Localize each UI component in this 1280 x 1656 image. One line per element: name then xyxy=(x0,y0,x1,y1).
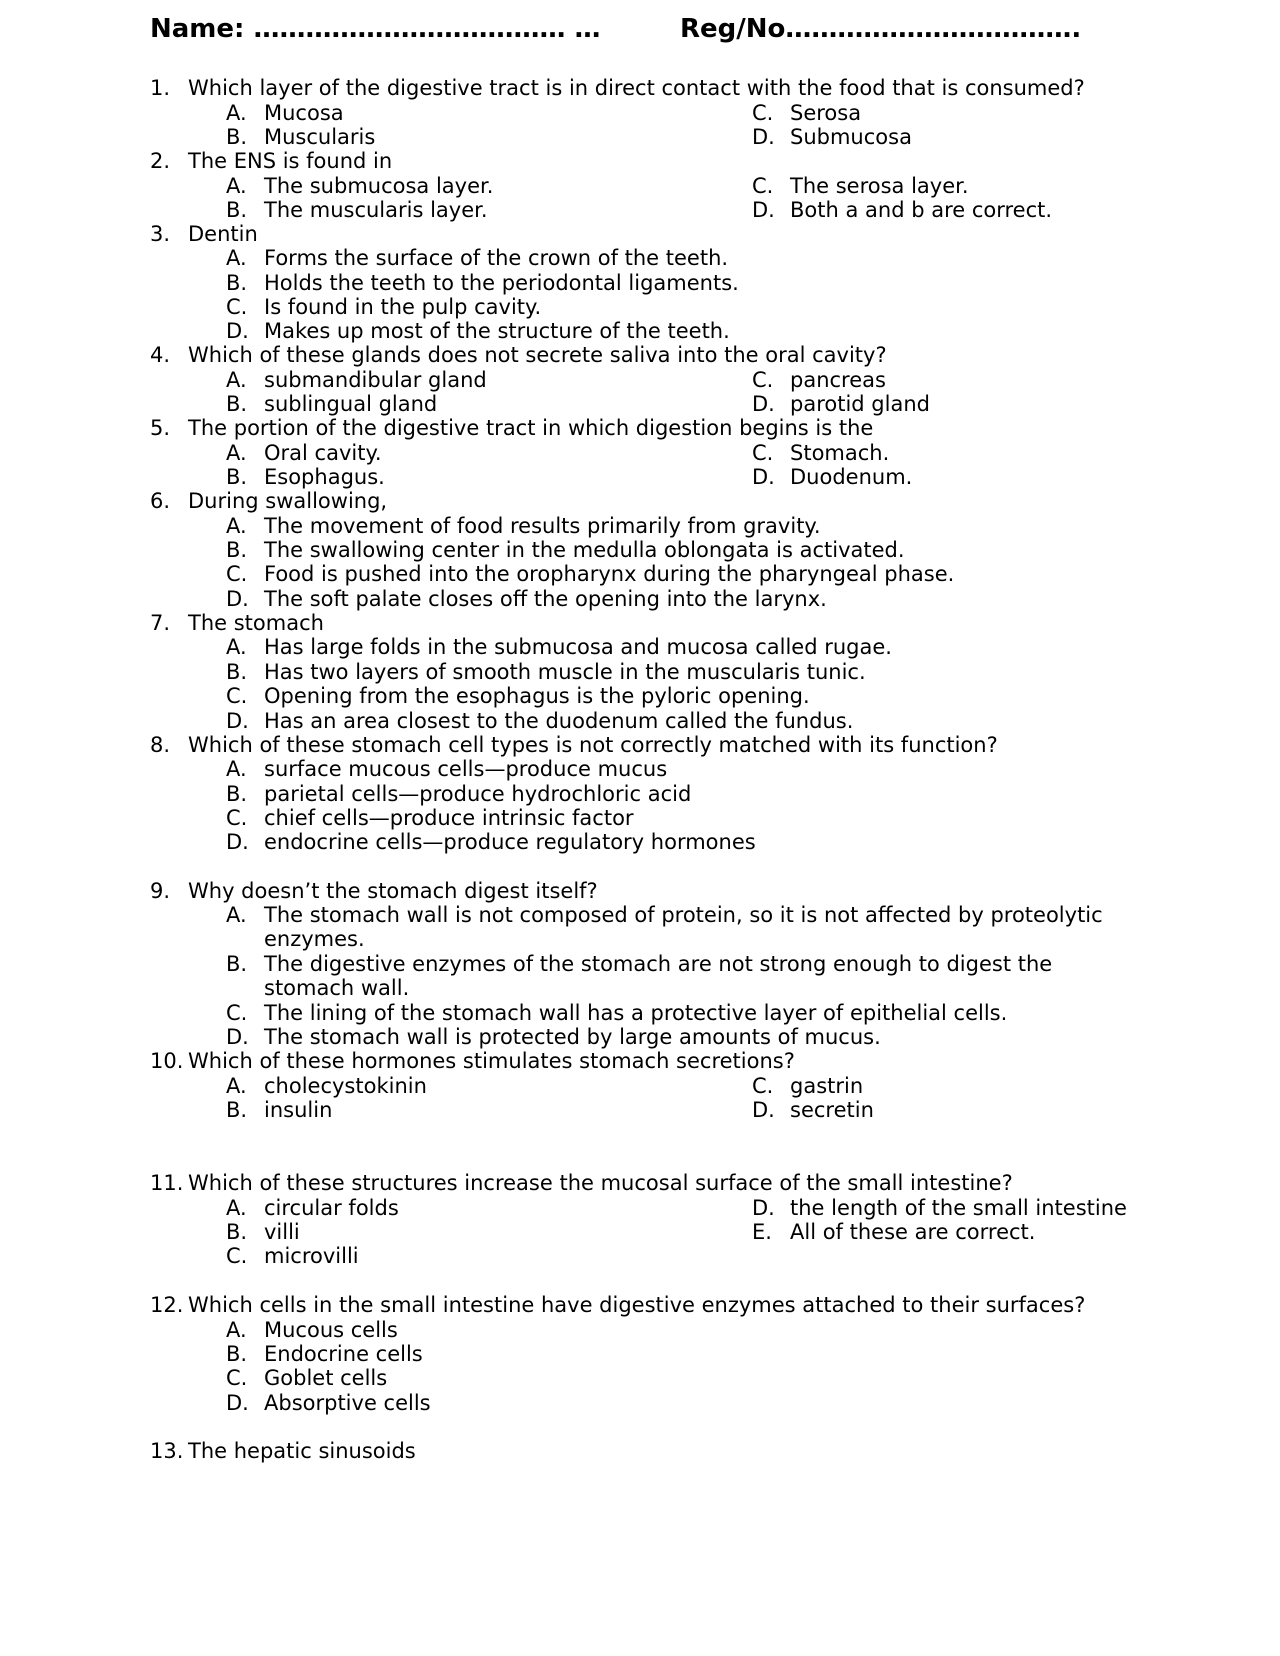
question-number: 2. xyxy=(150,149,171,173)
question-text: The ENS is found in xyxy=(188,149,393,173)
question-number: 4. xyxy=(150,343,171,367)
question-text: Which of these stomach cell types is not correctly matched with its function? xyxy=(188,733,998,757)
question-number: 3. xyxy=(150,222,171,246)
question-number: 13. xyxy=(150,1439,184,1463)
reg-no-field-label: Reg/No……………………………. xyxy=(680,14,1082,44)
name-field-label: Name: ……………………………… … xyxy=(150,14,601,44)
question-number: 11. xyxy=(150,1171,184,1195)
question-text: The hepatic sinusoids xyxy=(188,1439,416,1463)
question-text: Which cells in the small intestine have digestive enzymes attached to their surfaces? xyxy=(188,1293,1086,1317)
question-text: Which of these structures increase the mucosal surface of the small intestine? xyxy=(188,1171,1013,1195)
question-number: 9. xyxy=(150,879,171,903)
question-text: Which of these glands does not secrete saliva into the oral cavity? xyxy=(188,343,887,367)
question-number: 1. xyxy=(150,76,171,100)
question-text: Which layer of the digestive tract is in direct contact with the food that is consumed? xyxy=(188,76,1085,100)
exam-header xyxy=(150,14,1150,54)
question-number: 8. xyxy=(150,733,171,757)
question-text: The stomach xyxy=(188,611,324,635)
question-number: 10. xyxy=(150,1049,184,1073)
question-text: Which of these hormones stimulates stomach secretions? xyxy=(188,1049,795,1073)
exam-page: Name: ……………………………… … Reg/No……………………………. 1. Which layer of the digestive tract is in direct contact with the food that is consumed? A. Mucosa B. Muscularis C. Serosa D. Submucosa 2. The ENS is found in A. The submucosa layer. B. The muscularis layer. C. The serosa layer. D. Both a and b are correct. 3. Dentin A. Forms the surface of the crown of the teeth. B. Holds the teeth to the periodontal ligaments. C. Is found in the pulp cavity. D. Makes up most of the structure of the teeth. 4. Which of these glands does not secrete saliva into the oral cavity? A. submandibular gland B. sublingual gland C. pancreas D. parotid gland 5. The portion of the digestive tract in which digestion begins is the A. Oral cavity. B. Esophagus. C. Stomach. D. Duodenum. 6. During swallowing, A. The movement of food results primarily from gravity. B. The swallowing center in the medulla oblongata is activated. C. Food is pushed into the oropharynx during the pharyngeal phase. D. The soft palate closes off the opening into the larynx. 7. The stomach A. Has large folds in the submucosa and mucosa called rugae. B. Has two layers of smooth muscle in the muscularis tunic. C. Opening from the esophagus is the pyloric opening. D. Has an area closest to the duodenum called the fundus. 8. Which of these stomach cell types is not correctly matched with its function? A. surface mucous cells—produce mucus B. parietal cells—produce hydrochloric acid C. chief cells—produce intrinsic factor D. endocrine cells—produce regulatory hormones 9. Why doesn’t the stomach digest itself? A. The stomach wall is not composed of protein, so it is not affected by proteolytic enzymes. B. The digestive enzymes of the stomach are not strong enough to digest the stomach wall. C. The lining of the stomach wall has a protective layer of epithelial cells. D. The stomach wall is protected by large amounts of mucus. 10. Which of these hormones stimulates stomach secretions? A. cholecystokinin B. insulin C. gastrin D. secretin 11. Which of these structures increase the mucosal surface of the small intestine? A. circular folds B. villi C. microvilli D. the length of the small intestine E. All of these are correct. 12. Which cells in the small intestine have digestive enzymes attached to their surfaces? A. Mucous cells B. Endocrine cells C. Goblet cells D. Absorptive cells 13. The hepatic sinusoids xyxy=(0,0,1280,1656)
question-text: Dentin xyxy=(188,222,258,246)
question-number: 6. xyxy=(150,489,171,513)
question-text: During swallowing, xyxy=(188,489,388,513)
question-number: 5. xyxy=(150,416,171,440)
question-text: The portion of the digestive tract in which digestion begins is the xyxy=(188,416,874,440)
question-number: 12. xyxy=(150,1293,184,1317)
question-text: Why doesn’t the stomach digest itself? xyxy=(188,879,598,903)
question-number: 7. xyxy=(150,611,171,635)
